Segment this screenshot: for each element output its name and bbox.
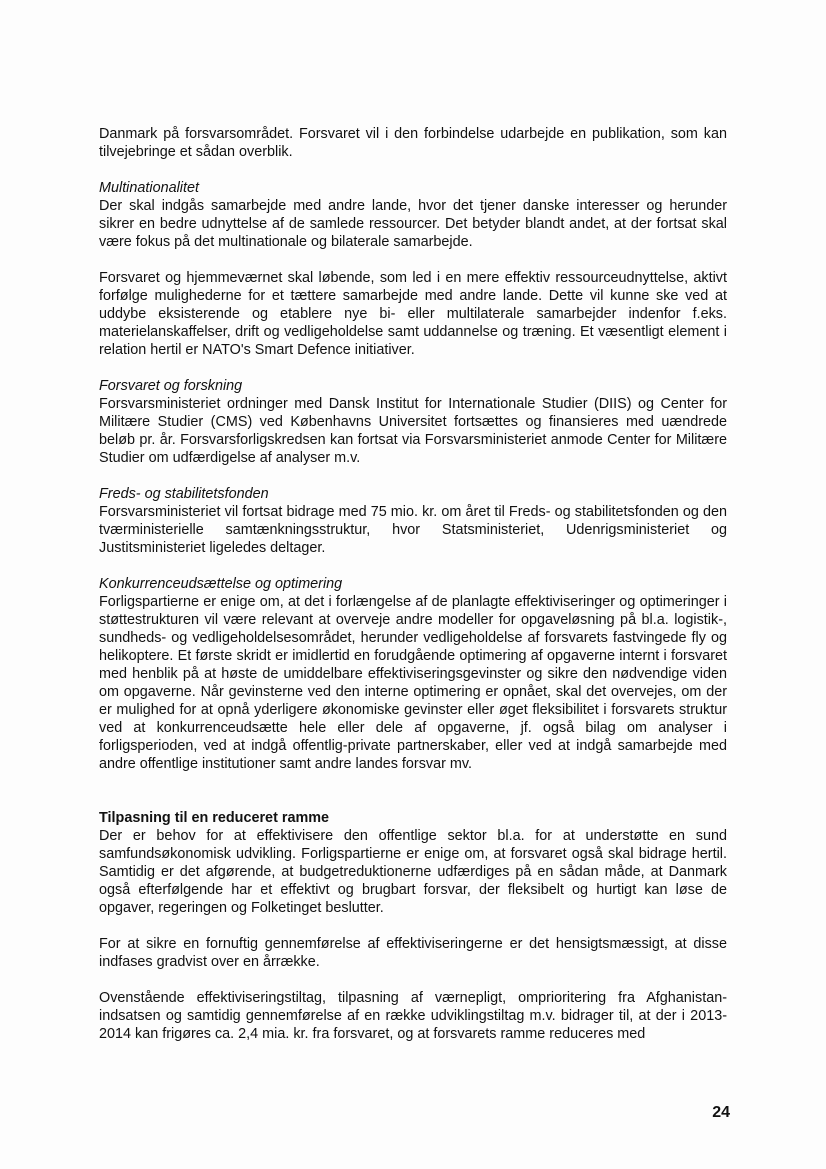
section-heading-forskning: Forsvaret og forskning	[99, 378, 243, 394]
multinationalitet-paragraph-2: Forsvaret og hjemmeværnet skal løbende, som led i en mere effektiv ressourceudnyttelse, aktivt forfølge mulighederne for et tættere samarbejde med andre lande. Dette vil kunne ske ved at uddybe eksisterende og etablere nye bi- eller multilaterale samarbejder indenfor f.eks. materielanskaffelser, drift og vedligeholdelse samt uddannelse og træning. Et væsentligt element i relation hertil er NATO's Smart Defence initiativer.	[99, 270, 727, 358]
freds-paragraph-1: Forsvarsministeriet vil fortsat bidrage med 75 mio. kr. om året til Freds- og stabilitetsfonden og den tværministerielle samtænkningsstruktur, hvor Statsministeriet, Udenrigsministeriet og Justitsministeriet ligeledes deltager.	[99, 504, 727, 556]
section-tilpasning	[99, 809, 727, 1043]
section-konkurrence	[99, 575, 727, 773]
section-heading-tilpasning: Tilpasning til en reduceret ramme	[99, 810, 330, 826]
multinationalitet-paragraph-1: Der skal indgås samarbejde med andre lande, hvor det tjener danske interesser og herunder sikrer en bedre udnyttelse af de samlede ressourcer. Det betyder blandt andet, at der fortsat skal være fokus på det multinationale og bilaterale samarbejde.	[99, 198, 727, 250]
page-body	[99, 125, 727, 1043]
page-number: 24	[712, 1104, 730, 1121]
tilpasning-paragraph-3: Ovenstående effektiviseringstiltag, tilpasning af værnepligt, omprioritering fra Afghanistan-indsatsen og samtidig gennemførelse af en række udviklingstiltag m.v. bidrager til, at der i 2013-2014 kan frigøres ca. 2,4 mia. kr. fra forsvaret, og at forsvarets ramme reduceres med	[99, 990, 727, 1042]
section-heading-multinationalitet: Multinationalitet	[99, 180, 199, 196]
tilpasning-paragraph-1: Der er behov for at effektivisere den offentlige sektor bl.a. for at understøtte en sund samfundsøkonomisk udvikling. Forligspartierne er enige om, at forsvaret også skal bidrage hertil. Samtidig er det afgørende, at budgetreduktionerne udfærdiges på en sådan måde, at Danmark også efterfølgende har et effektivt og brugbart forsvar, der fleksibelt og hurtigt kan løse de opgaver, regeringen og Folketinget beslutter.	[99, 828, 727, 916]
section-heading-konkurrence: Konkurrenceudsættelse og optimering	[99, 576, 343, 592]
section-heading-freds: Freds- og stabilitetsfonden	[99, 486, 269, 502]
section-multinationalitet	[99, 179, 727, 359]
section-freds	[99, 485, 727, 557]
section-forskning	[99, 377, 727, 467]
tilpasning-paragraph-2: For at sikre en fornuftig gennemførelse af effektiviseringerne er det hensigtsmæssigt, at disse indfases gradvist over en årrække.	[99, 936, 727, 970]
section-spacer	[99, 791, 727, 809]
forskning-paragraph-1: Forsvarsministeriet ordninger med Dansk Institut for Internationale Studier (DIIS) og Center for Militære Studier (CMS) ved Københavns Universitet fortsættes og finansieres med uændrede beløb pr. år. Forsvarsforligskredsen kan fortsat via Forsvarsministeriet anmode Center for Militære Studier om udfærdigelse af analyser m.v.	[99, 396, 727, 466]
intro-paragraph: Danmark på forsvarsområdet. Forsvaret vil i den forbindelse udarbejde en publikation, som kan tilvejebringe et sådan overblik.	[99, 126, 727, 160]
konkurrence-paragraph-1: Forligspartierne er enige om, at det i forlængelse af de planlagte effektiviseringer og optimeringer i støttestrukturen vil være relevant at overveje andre modeller for opgaveløsning på bl.a. logistik-, sundheds- og vedligeholdelsesområdet, herunder vedligeholdelse af forsvarets fastvingede fly og helikoptere. Et første skridt er imidlertid en forudgående optimering af opgaverne internt i forsvaret med henblik på at høste de umiddelbare effektiviseringsgevinster og sikre den nødvendige viden om opgaverne. Når gevinsterne ved den interne optimering er opnået, skal det overvejes, om der er mulighed for at opnå yderligere økonomiske gevinster eller øget fleksibilitet i forsvarets struktur ved at konkurrenceudsætte hele eller dele af opgaverne, jf. også bilag om analyser i forligsperioden, ved at indgå offentlig-private partnerskaber, eller ved at indgå samarbejde med andre offentlige institutioner samt andre landes forsvar mv.	[99, 594, 727, 772]
